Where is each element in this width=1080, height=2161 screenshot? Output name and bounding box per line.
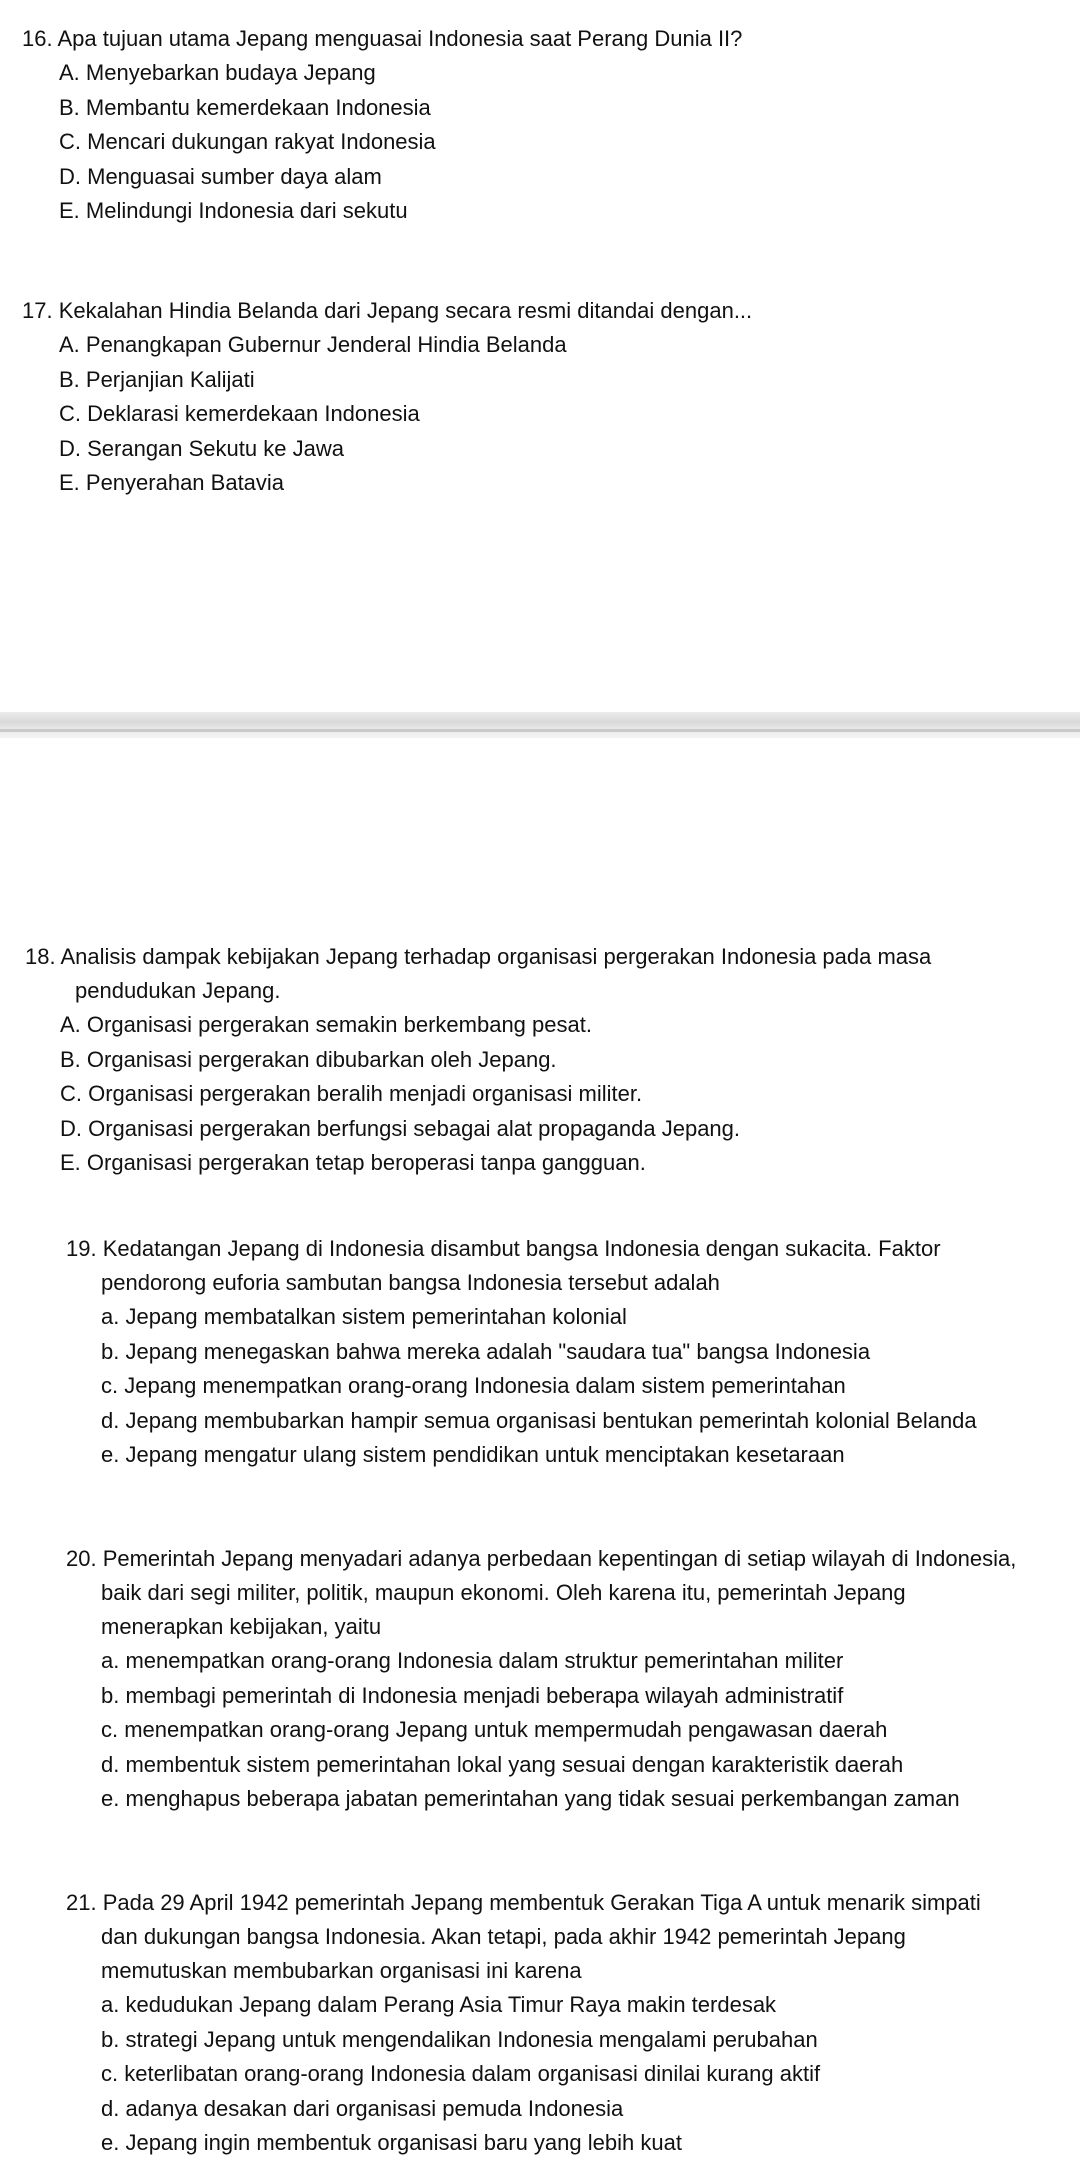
option-a[interactable]: A. Organisasi pergerakan semakin berkembang pesat.: [60, 1012, 592, 1037]
option-e[interactable]: e. menghapus beberapa jabatan pemerintahan yang tidak sesuai perkembangan zaman: [101, 1786, 960, 1811]
option-a[interactable]: a. kedudukan Jepang dalam Perang Asia Timur Raya makin terdesak: [101, 1992, 777, 2017]
option-b[interactable]: b. membagi pemerintah di Indonesia menjadi beberapa wilayah administratif: [101, 1682, 844, 1708]
question-stem: [25, 940, 931, 1008]
question-stem-line: baik dari segi militer, politik, maupun ekonomi. Oleh karena itu, pemerintah Jepang: [101, 1580, 906, 1605]
question-stem-line: 18. Analisis dampak kebijakan Jepang terhadap organisasi pergerakan Indonesia pada masa: [25, 944, 932, 969]
option-c[interactable]: C. Mencari dukungan rakyat Indonesia: [59, 129, 436, 154]
option-d[interactable]: d. membentuk sistem pemerintahan lokal yang sesuai dengan karakteristik daerah: [101, 1751, 904, 1777]
option-b[interactable]: B. Perjanjian Kalijati: [59, 366, 255, 392]
question-21: [66, 1886, 981, 2161]
option-c[interactable]: c. menempatkan orang-orang Jepang untuk mempermudah pengawasan daerah: [101, 1717, 888, 1742]
option-b[interactable]: B. Membantu kemerdekaan Indonesia: [59, 94, 431, 120]
option-c[interactable]: c. Jepang menempatkan orang-orang Indonesia dalam sistem pemerintahan: [101, 1373, 846, 1398]
question-20: [66, 1542, 1016, 1817]
question-16: [22, 22, 742, 229]
question-stem-line: 20. Pemerintah Jepang menyadari adanya perbedaan kepentingan di setiap wilayah di Indonesia,: [66, 1546, 1017, 1571]
question-stem: [66, 1886, 981, 1988]
option-c[interactable]: C. Organisasi pergerakan beralih menjadi organisasi militer.: [60, 1081, 643, 1106]
page-divider: [0, 712, 1080, 738]
option-e[interactable]: e. Jepang mengatur ulang sistem pendidikan untuk menciptakan kesetaraan: [101, 1442, 845, 1467]
question-stem-line: pendorong euforia sambutan bangsa Indonesia tersebut adalah: [101, 1270, 720, 1295]
option-d[interactable]: D. Organisasi pergerakan berfungsi sebagai alat propaganda Jepang.: [60, 1115, 741, 1141]
option-b[interactable]: b. strategi Jepang untuk mengendalikan Indonesia mengalami perubahan: [101, 2026, 818, 2052]
option-d[interactable]: d. adanya desakan dari organisasi pemuda Indonesia: [101, 2095, 624, 2121]
question-17: [22, 294, 752, 501]
option-d[interactable]: D. Serangan Sekutu ke Jawa: [59, 435, 344, 461]
question-stem: [66, 1232, 977, 1300]
option-a[interactable]: a. menempatkan orang-orang Indonesia dalam struktur pemerintahan militer: [101, 1648, 844, 1673]
page-top: [0, 0, 1080, 712]
question-stem: [22, 22, 742, 56]
question-stem-line: 16. Apa tujuan utama Jepang menguasai Indonesia saat Perang Dunia II?: [22, 26, 743, 51]
option-c[interactable]: C. Deklarasi kemerdekaan Indonesia: [59, 401, 420, 426]
question-stem-line: dan dukungan bangsa Indonesia. Akan tetapi, pada akhir 1942 pemerintah Jepang: [101, 1924, 906, 1949]
question-18: [25, 940, 931, 1181]
question-stem: [66, 1542, 1016, 1644]
question-stem: [22, 294, 752, 328]
question-19: [66, 1232, 977, 1473]
option-a[interactable]: A. Menyebarkan budaya Jepang: [59, 60, 376, 85]
question-stem-line: menerapkan kebijakan, yaitu: [101, 1614, 382, 1639]
question-stem-line: memutuskan membubarkan organisasi ini karena: [101, 1958, 582, 1983]
option-d[interactable]: D. Menguasai sumber daya alam: [59, 163, 382, 189]
question-stem-line: 17. Kekalahan Hindia Belanda dari Jepang secara resmi ditandai dengan...: [22, 298, 753, 323]
option-c[interactable]: c. keterlibatan orang-orang Indonesia dalam organisasi dinilai kurang aktif: [101, 2061, 821, 2086]
option-e[interactable]: E. Penyerahan Batavia: [59, 470, 285, 495]
option-e[interactable]: E. Melindungi Indonesia dari sekutu: [59, 198, 408, 223]
page-divider-line: [0, 729, 1080, 732]
question-stem-line: pendudukan Jepang.: [75, 978, 281, 1003]
question-stem-line: 21. Pada 29 April 1942 pemerintah Jepang membentuk Gerakan Tiga A untuk menarik simpati: [66, 1890, 981, 1915]
option-a[interactable]: a. Jepang membatalkan sistem pemerintahan kolonial: [101, 1304, 627, 1329]
option-d[interactable]: d. Jepang membubarkan hampir semua organisasi bentukan pemerintah kolonial Belanda: [101, 1407, 977, 1433]
option-e[interactable]: e. Jepang ingin membentuk organisasi baru yang lebih kuat: [101, 2130, 682, 2155]
option-a[interactable]: A. Penangkapan Gubernur Jenderal Hindia Belanda: [59, 332, 567, 357]
question-stem-line: 19. Kedatangan Jepang di Indonesia disambut bangsa Indonesia dengan sukacita. Faktor: [66, 1236, 941, 1261]
option-b[interactable]: b. Jepang menegaskan bahwa mereka adalah "saudara tua" bangsa Indonesia: [101, 1338, 871, 1364]
option-b[interactable]: B. Organisasi pergerakan dibubarkan oleh Jepang.: [60, 1046, 557, 1072]
option-e[interactable]: E. Organisasi pergerakan tetap beroperasi tanpa gangguan.: [60, 1150, 646, 1175]
